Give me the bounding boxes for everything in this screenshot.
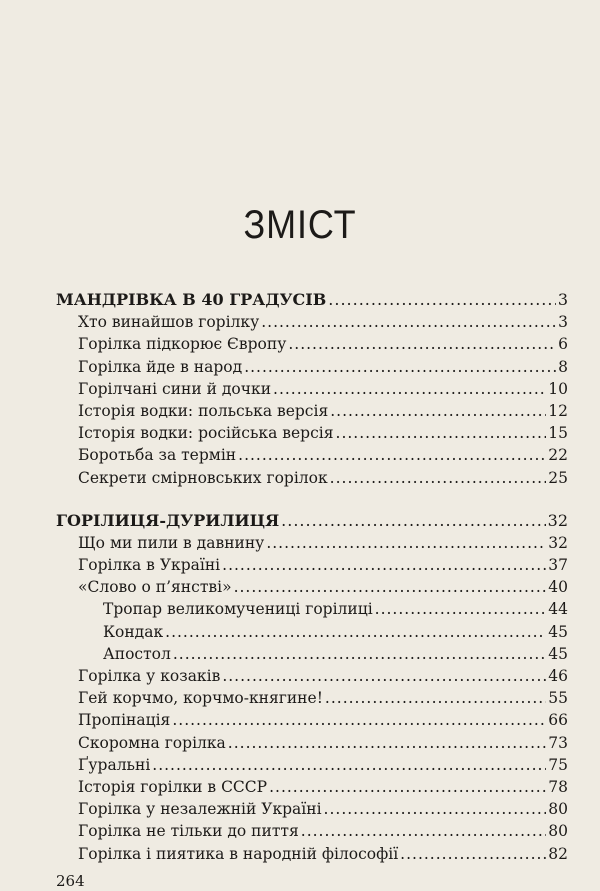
toc-entry-page: 73 [548, 733, 568, 752]
toc-entry-page: 15 [548, 424, 568, 443]
toc-entry-page: 46 [548, 667, 568, 685]
toc-entry-label: Горілка не тільки до пиття [78, 822, 299, 841]
toc-entry[interactable] [56, 687, 568, 709]
dot-leader [238, 444, 546, 466]
toc-entry-page: 3 [557, 290, 568, 309]
toc-entry-page: 22 [548, 446, 568, 465]
toc-section [56, 289, 568, 489]
toc-entry-page: 40 [548, 578, 568, 597]
toc-entry[interactable] [56, 311, 568, 333]
toc-entry-label: Тропар великомучениці горілиці [103, 600, 373, 619]
toc-entry-label: Горілка і пиятика в народній філософії [78, 844, 399, 863]
toc-entry-page: 12 [548, 401, 568, 420]
page-number: 264 [56, 872, 85, 890]
dot-leader [266, 532, 546, 554]
toc-entry-page: 32 [548, 533, 568, 552]
table-of-contents [56, 289, 568, 886]
toc-entry[interactable] [56, 643, 568, 665]
toc-entry-label: Історія водки: російська версія [78, 424, 334, 443]
toc-entry-page: 75 [548, 755, 568, 774]
toc-entry[interactable] [56, 554, 568, 576]
toc-entry-label: МАНДРІВКА В 40 ГРАДУСІВ [56, 290, 327, 309]
toc-section-heading[interactable] [56, 289, 568, 311]
toc-entry-label: Хто винайшов горілку [78, 313, 260, 332]
toc-entry-label: Горілка у незалежній Україні [78, 800, 322, 819]
toc-entry-page: 45 [548, 644, 568, 663]
toc-entry-label: Горілка у козаків [78, 667, 221, 685]
toc-entry[interactable] [56, 665, 568, 687]
toc-entry-label: Історія горілки в СССР [78, 777, 268, 796]
dot-leader [222, 665, 546, 687]
toc-entry[interactable] [56, 709, 568, 731]
toc-entry-label: Секрети смірновських горілок [78, 468, 328, 487]
dot-leader [269, 776, 546, 798]
toc-entry-label: Пропінація [78, 711, 171, 730]
toc-entry[interactable] [56, 400, 568, 422]
toc-entry[interactable] [56, 532, 568, 554]
toc-entry[interactable] [56, 732, 568, 754]
page-title: ЗМІСТ [243, 202, 357, 247]
toc-entry-page: 8 [558, 357, 568, 376]
dot-leader [325, 687, 546, 709]
dot-leader [273, 378, 546, 400]
toc-section-heading[interactable] [56, 510, 568, 532]
toc-entry-label: ГОРІЛИЦЯ-ДУРИЛИЦЯ [56, 510, 280, 530]
toc-entry-label: Боротьба за термін [78, 446, 237, 465]
dot-leader [281, 510, 545, 532]
toc-entry[interactable] [56, 843, 568, 865]
toc-entry-page: 32 [547, 510, 568, 530]
toc-entry-label: Історія водки: польська версія [78, 401, 329, 420]
dot-leader [330, 400, 546, 422]
dot-leader [375, 598, 547, 620]
toc-entry-label: Горілчані сини й дочки [78, 379, 272, 398]
toc-entry-page: 6 [558, 335, 568, 354]
toc-entry-label: Що ми пили в давнину [78, 533, 265, 552]
toc-entry[interactable] [56, 776, 568, 798]
dot-leader [244, 356, 556, 378]
toc-entry-page: 44 [548, 600, 568, 619]
dot-leader [234, 576, 547, 598]
toc-entry[interactable] [56, 798, 568, 820]
toc-entry-page: 3 [558, 313, 568, 332]
toc-entry[interactable] [56, 378, 568, 400]
toc-entry-label: Горілка підкорює Європу [78, 335, 287, 354]
toc-entry[interactable] [56, 754, 568, 776]
dot-leader [261, 311, 556, 333]
dot-leader [330, 467, 547, 489]
toc-entry-label: Ґуральні [78, 755, 151, 774]
toc-entry[interactable] [56, 820, 568, 842]
toc-entry[interactable] [56, 333, 568, 355]
toc-entry-label: Кондак [103, 622, 164, 641]
dot-leader [172, 709, 546, 731]
toc-entry[interactable] [56, 598, 568, 620]
dot-leader [288, 333, 556, 355]
toc-entry-page: 37 [548, 556, 568, 575]
dot-leader [328, 289, 556, 311]
toc-entry-page: 82 [548, 844, 568, 863]
toc-entry[interactable] [56, 422, 568, 444]
toc-entry[interactable] [56, 467, 568, 489]
toc-entry-page: 25 [548, 468, 568, 487]
toc-entry-label: Скоромна горілка [78, 733, 226, 752]
dot-leader [301, 820, 547, 842]
toc-entry-label: Гей корчмо, корчмо-княгине! [78, 689, 323, 708]
toc-entry[interactable] [56, 356, 568, 378]
toc-entry[interactable] [56, 576, 568, 598]
dot-leader [173, 643, 546, 665]
dot-leader [222, 554, 546, 576]
toc-entry-page: 10 [548, 379, 568, 398]
toc-section [56, 510, 568, 865]
dot-leader [228, 732, 546, 754]
toc-entry-page: 45 [548, 622, 568, 641]
toc-entry[interactable] [56, 444, 568, 466]
dot-leader [165, 621, 546, 643]
toc-entry-label: Апостол [103, 644, 171, 663]
toc-entry-label: Горілка в Україні [78, 556, 221, 575]
toc-entry-page: 80 [548, 822, 568, 841]
toc-entry-page: 66 [548, 711, 568, 730]
toc-entry-page: 78 [548, 777, 568, 796]
dot-leader [336, 422, 547, 444]
toc-entry-page: 80 [548, 800, 568, 819]
dot-leader [324, 798, 547, 820]
toc-entry-label: «Слово о п’янстві» [78, 578, 232, 597]
toc-entry[interactable] [56, 621, 568, 643]
dot-leader [400, 843, 546, 865]
toc-entry-label: Горілка йде в народ [78, 357, 243, 376]
toc-entry-page: 55 [548, 689, 568, 708]
dot-leader [152, 754, 546, 776]
